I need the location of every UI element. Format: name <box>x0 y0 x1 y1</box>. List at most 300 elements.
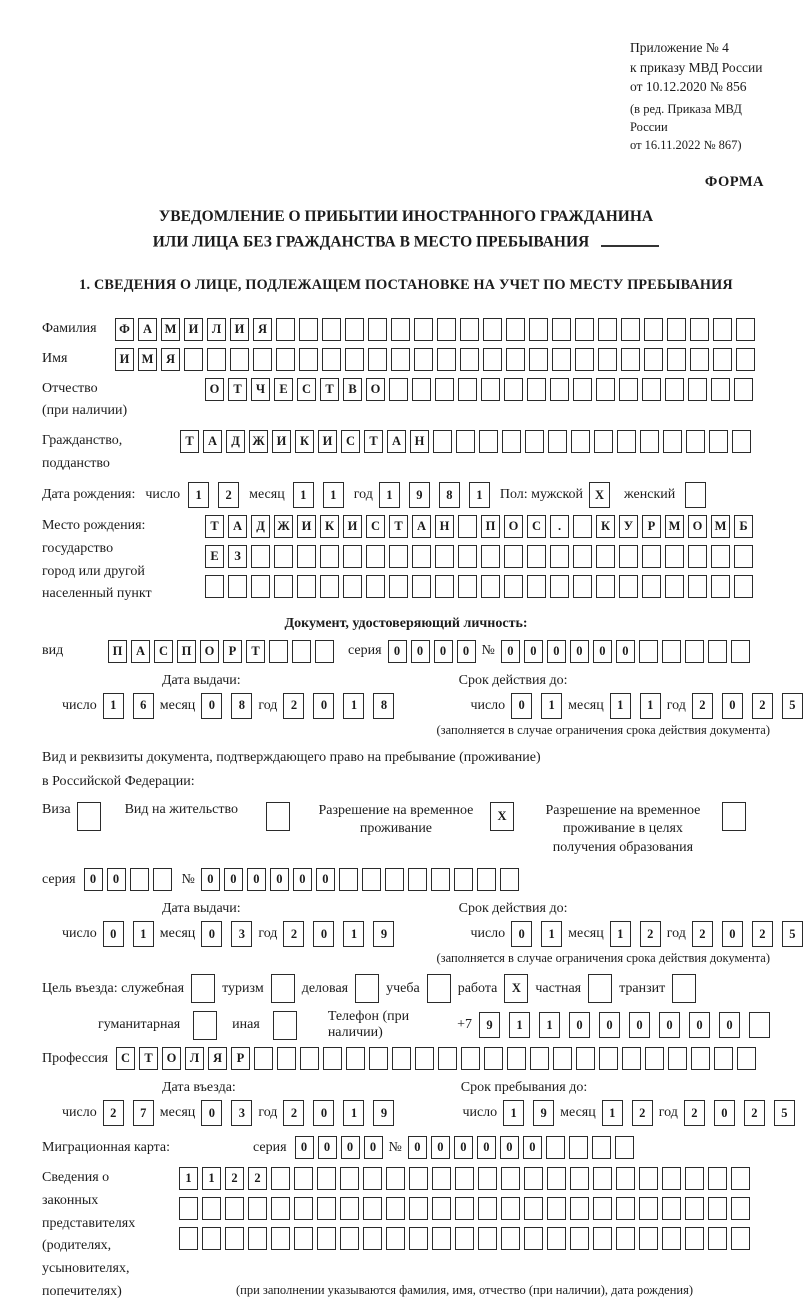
form-cell[interactable] <box>734 545 753 568</box>
form-cell[interactable] <box>527 545 546 568</box>
form-cell[interactable] <box>546 1136 565 1159</box>
form-cell[interactable]: 5 <box>774 1100 795 1126</box>
form-cell[interactable]: Б <box>734 515 753 538</box>
form-cell[interactable]: 9 <box>479 1012 500 1038</box>
form-cell[interactable] <box>667 318 686 341</box>
form-cell[interactable] <box>691 1047 710 1070</box>
form-cell[interactable]: Т <box>364 430 383 453</box>
form-cell[interactable] <box>340 1167 359 1190</box>
form-cell[interactable] <box>596 575 615 598</box>
form-cell[interactable]: И <box>184 318 203 341</box>
form-cell[interactable]: 0 <box>201 868 220 891</box>
form-cell[interactable] <box>340 1197 359 1220</box>
form-cell[interactable]: Т <box>228 378 247 401</box>
form-cell[interactable] <box>386 1197 405 1220</box>
form-cell[interactable]: 8 <box>373 693 394 719</box>
form-cell[interactable] <box>432 1227 451 1250</box>
form-cell[interactable] <box>366 575 385 598</box>
form-cell[interactable]: 0 <box>313 1100 334 1126</box>
form-cell[interactable] <box>688 378 707 401</box>
form-cell[interactable]: 0 <box>341 1136 360 1159</box>
form-cell[interactable] <box>484 1047 503 1070</box>
form-cell[interactable] <box>392 1047 411 1070</box>
form-cell[interactable] <box>507 1047 526 1070</box>
form-cell[interactable] <box>645 1047 664 1070</box>
form-cell[interactable] <box>662 1227 681 1250</box>
form-cell[interactable]: О <box>366 378 385 401</box>
form-cell[interactable]: 2 <box>744 1100 765 1126</box>
form-cell[interactable]: 6 <box>133 693 154 719</box>
form-cell[interactable]: 0 <box>500 1136 519 1159</box>
form-cell[interactable]: М <box>711 515 730 538</box>
form-cell[interactable]: Т <box>139 1047 158 1070</box>
form-cell[interactable] <box>455 1197 474 1220</box>
form-cell[interactable] <box>731 640 750 663</box>
form-cell[interactable] <box>363 1197 382 1220</box>
form-cell[interactable]: 1 <box>343 693 364 719</box>
form-cell[interactable] <box>569 1136 588 1159</box>
form-cell[interactable] <box>731 1167 750 1190</box>
form-cell[interactable]: 8 <box>231 693 252 719</box>
form-cell[interactable]: П <box>108 640 127 663</box>
form-cell[interactable] <box>501 1227 520 1250</box>
form-cell[interactable] <box>458 378 477 401</box>
form-cell[interactable]: В <box>343 378 362 401</box>
form-cell[interactable] <box>616 1197 635 1220</box>
form-cell[interactable] <box>461 1047 480 1070</box>
form-cell[interactable]: Ф <box>115 318 134 341</box>
form-cell[interactable] <box>644 348 663 371</box>
form-cell[interactable] <box>639 1167 658 1190</box>
form-cell[interactable] <box>553 1047 572 1070</box>
form-cell[interactable] <box>481 575 500 598</box>
form-cell[interactable] <box>619 378 638 401</box>
form-cell[interactable]: О <box>688 515 707 538</box>
form-cell[interactable] <box>458 575 477 598</box>
form-cell[interactable] <box>427 974 451 1003</box>
form-cell[interactable]: 0 <box>477 1136 496 1159</box>
form-cell[interactable]: 0 <box>629 1012 650 1038</box>
form-cell[interactable] <box>662 1167 681 1190</box>
form-cell[interactable] <box>455 1167 474 1190</box>
form-cell[interactable] <box>616 1167 635 1190</box>
form-cell[interactable]: М <box>138 348 157 371</box>
form-cell[interactable] <box>414 318 433 341</box>
form-cell[interactable]: 0 <box>722 693 743 719</box>
form-cell[interactable]: 1 <box>541 921 562 947</box>
form-cell[interactable] <box>596 378 615 401</box>
form-cell[interactable] <box>734 378 753 401</box>
form-cell[interactable]: 0 <box>316 868 335 891</box>
form-cell[interactable] <box>276 318 295 341</box>
form-cell[interactable] <box>690 318 709 341</box>
form-cell[interactable] <box>271 1167 290 1190</box>
form-cell[interactable] <box>414 348 433 371</box>
form-cell[interactable] <box>346 1047 365 1070</box>
form-cell[interactable] <box>593 1167 612 1190</box>
form-cell[interactable] <box>547 1167 566 1190</box>
form-cell[interactable] <box>547 1227 566 1250</box>
form-cell[interactable] <box>571 430 590 453</box>
form-cell[interactable] <box>202 1227 221 1250</box>
form-cell[interactable]: У <box>619 515 638 538</box>
form-cell[interactable] <box>713 348 732 371</box>
form-cell[interactable]: 0 <box>659 1012 680 1038</box>
form-cell[interactable]: Д <box>251 515 270 538</box>
form-cell[interactable] <box>548 430 567 453</box>
form-cell[interactable]: 9 <box>533 1100 554 1126</box>
form-cell[interactable] <box>460 348 479 371</box>
form-cell[interactable]: 0 <box>689 1012 710 1038</box>
form-cell[interactable]: 0 <box>295 1136 314 1159</box>
form-cell[interactable]: 1 <box>202 1167 221 1190</box>
form-cell[interactable]: 1 <box>343 1100 364 1126</box>
form-cell[interactable] <box>481 545 500 568</box>
form-cell[interactable]: Р <box>223 640 242 663</box>
form-cell[interactable]: 0 <box>201 693 222 719</box>
form-cell[interactable] <box>345 348 364 371</box>
form-cell[interactable]: 1 <box>610 921 631 947</box>
form-cell[interactable]: 0 <box>616 640 635 663</box>
form-cell[interactable] <box>391 318 410 341</box>
form-cell[interactable]: 0 <box>454 1136 473 1159</box>
form-cell[interactable] <box>228 575 247 598</box>
form-cell[interactable] <box>184 348 203 371</box>
form-cell[interactable] <box>191 974 215 1003</box>
form-cell[interactable]: А <box>412 515 431 538</box>
form-cell[interactable] <box>672 974 696 1003</box>
form-cell[interactable] <box>202 1197 221 1220</box>
form-cell[interactable] <box>355 974 379 1003</box>
form-cell[interactable] <box>340 1227 359 1250</box>
form-cell[interactable] <box>573 575 592 598</box>
form-cell[interactable] <box>477 868 496 891</box>
form-cell[interactable]: К <box>295 430 314 453</box>
form-cell[interactable]: К <box>320 515 339 538</box>
form-cell[interactable] <box>642 378 661 401</box>
form-cell[interactable] <box>665 545 684 568</box>
form-cell[interactable] <box>524 1197 543 1220</box>
form-cell[interactable] <box>274 545 293 568</box>
form-cell[interactable]: С <box>527 515 546 538</box>
form-cell[interactable] <box>415 1047 434 1070</box>
form-cell[interactable]: 0 <box>714 1100 735 1126</box>
form-cell[interactable] <box>709 430 728 453</box>
form-cell[interactable] <box>530 1047 549 1070</box>
form-cell[interactable]: Л <box>185 1047 204 1070</box>
form-cell[interactable] <box>615 1136 634 1159</box>
form-cell[interactable] <box>362 868 381 891</box>
form-cell[interactable] <box>386 1227 405 1250</box>
form-cell[interactable] <box>455 1227 474 1250</box>
form-cell[interactable]: Ч <box>251 378 270 401</box>
form-cell[interactable] <box>317 1197 336 1220</box>
form-cell[interactable]: 9 <box>409 482 430 508</box>
form-cell[interactable] <box>412 378 431 401</box>
form-cell[interactable]: X <box>589 482 610 508</box>
form-cell[interactable] <box>711 545 730 568</box>
form-cell[interactable] <box>550 378 569 401</box>
form-cell[interactable] <box>320 545 339 568</box>
form-cell[interactable]: А <box>387 430 406 453</box>
form-cell[interactable]: 0 <box>457 640 476 663</box>
form-cell[interactable]: 1 <box>179 1167 198 1190</box>
form-cell[interactable] <box>320 575 339 598</box>
form-cell[interactable]: Т <box>389 515 408 538</box>
form-cell[interactable] <box>153 868 172 891</box>
form-cell[interactable] <box>130 868 149 891</box>
form-cell[interactable] <box>368 318 387 341</box>
form-cell[interactable] <box>481 378 500 401</box>
form-cell[interactable] <box>573 545 592 568</box>
form-cell[interactable] <box>389 545 408 568</box>
form-cell[interactable] <box>389 378 408 401</box>
form-cell[interactable]: 0 <box>107 868 126 891</box>
form-cell[interactable] <box>193 1011 217 1040</box>
form-cell[interactable]: 1 <box>503 1100 524 1126</box>
form-cell[interactable] <box>77 802 101 831</box>
form-cell[interactable] <box>230 348 249 371</box>
form-cell[interactable]: П <box>177 640 196 663</box>
form-cell[interactable] <box>639 1227 658 1250</box>
form-cell[interactable] <box>617 430 636 453</box>
form-cell[interactable] <box>297 575 316 598</box>
form-cell[interactable]: И <box>115 348 134 371</box>
form-cell[interactable] <box>708 640 727 663</box>
form-cell[interactable] <box>690 348 709 371</box>
form-cell[interactable] <box>294 1227 313 1250</box>
form-cell[interactable] <box>529 348 548 371</box>
form-cell[interactable]: Т <box>205 515 224 538</box>
form-cell[interactable]: 0 <box>434 640 453 663</box>
form-cell[interactable] <box>616 1227 635 1250</box>
form-cell[interactable] <box>254 1047 273 1070</box>
form-cell[interactable] <box>708 1197 727 1220</box>
form-cell[interactable] <box>722 802 746 831</box>
form-cell[interactable] <box>478 1197 497 1220</box>
form-cell[interactable]: 0 <box>313 693 334 719</box>
form-cell[interactable] <box>570 1197 589 1220</box>
form-cell[interactable] <box>435 545 454 568</box>
form-cell[interactable] <box>205 575 224 598</box>
form-cell[interactable] <box>179 1227 198 1250</box>
form-cell[interactable]: С <box>366 515 385 538</box>
form-cell[interactable] <box>271 1227 290 1250</box>
form-cell[interactable] <box>642 575 661 598</box>
form-cell[interactable]: 0 <box>569 1012 590 1038</box>
form-cell[interactable] <box>550 545 569 568</box>
form-cell[interactable]: О <box>162 1047 181 1070</box>
form-cell[interactable] <box>575 348 594 371</box>
form-cell[interactable] <box>294 1197 313 1220</box>
form-cell[interactable] <box>343 575 362 598</box>
form-cell[interactable] <box>570 1167 589 1190</box>
form-cell[interactable] <box>322 348 341 371</box>
form-cell[interactable] <box>276 348 295 371</box>
form-cell[interactable]: 0 <box>719 1012 740 1038</box>
form-cell[interactable]: 2 <box>632 1100 653 1126</box>
form-cell[interactable]: 2 <box>752 693 773 719</box>
form-cell[interactable] <box>438 1047 457 1070</box>
form-cell[interactable] <box>665 575 684 598</box>
form-cell[interactable] <box>504 575 523 598</box>
form-cell[interactable] <box>598 318 617 341</box>
form-cell[interactable]: А <box>228 515 247 538</box>
form-cell[interactable] <box>225 1227 244 1250</box>
form-cell[interactable] <box>323 1047 342 1070</box>
form-cell[interactable] <box>552 318 571 341</box>
form-cell[interactable]: О <box>504 515 523 538</box>
form-cell[interactable] <box>711 575 730 598</box>
form-cell[interactable]: П <box>481 515 500 538</box>
form-cell[interactable]: 0 <box>570 640 589 663</box>
form-cell[interactable]: 2 <box>684 1100 705 1126</box>
form-cell[interactable]: И <box>343 515 362 538</box>
form-cell[interactable] <box>363 1167 382 1190</box>
form-cell[interactable] <box>368 348 387 371</box>
form-cell[interactable] <box>294 1167 313 1190</box>
form-cell[interactable] <box>271 1197 290 1220</box>
form-cell[interactable]: . <box>550 515 569 538</box>
form-cell[interactable] <box>713 318 732 341</box>
form-cell[interactable] <box>412 545 431 568</box>
form-cell[interactable] <box>621 318 640 341</box>
form-cell[interactable] <box>527 575 546 598</box>
form-cell[interactable] <box>269 640 288 663</box>
form-cell[interactable] <box>663 430 682 453</box>
form-cell[interactable] <box>588 974 612 1003</box>
form-cell[interactable]: 1 <box>343 921 364 947</box>
form-cell[interactable]: 0 <box>388 640 407 663</box>
form-cell[interactable] <box>667 348 686 371</box>
form-cell[interactable] <box>576 1047 595 1070</box>
form-cell[interactable] <box>525 430 544 453</box>
form-cell[interactable]: 1 <box>509 1012 530 1038</box>
form-cell[interactable] <box>412 575 431 598</box>
form-cell[interactable] <box>317 1227 336 1250</box>
form-cell[interactable]: 2 <box>248 1167 267 1190</box>
form-cell[interactable] <box>731 1197 750 1220</box>
form-cell[interactable] <box>277 1047 296 1070</box>
form-cell[interactable] <box>179 1197 198 1220</box>
form-cell[interactable]: Т <box>320 378 339 401</box>
form-cell[interactable]: 1 <box>469 482 490 508</box>
form-cell[interactable] <box>478 1227 497 1250</box>
form-cell[interactable] <box>685 640 704 663</box>
form-cell[interactable]: 0 <box>722 921 743 947</box>
form-cell[interactable]: Т <box>246 640 265 663</box>
form-cell[interactable]: А <box>138 318 157 341</box>
form-cell[interactable] <box>500 868 519 891</box>
form-cell[interactable]: Е <box>205 545 224 568</box>
form-cell[interactable] <box>642 545 661 568</box>
form-cell[interactable]: О <box>200 640 219 663</box>
form-cell[interactable] <box>599 1047 618 1070</box>
form-cell[interactable]: 1 <box>602 1100 623 1126</box>
form-cell[interactable]: Л <box>207 318 226 341</box>
form-cell[interactable] <box>292 640 311 663</box>
form-cell[interactable]: Д <box>226 430 245 453</box>
form-cell[interactable]: 0 <box>511 921 532 947</box>
form-cell[interactable]: 0 <box>523 1136 542 1159</box>
form-cell[interactable]: X <box>504 974 528 1003</box>
form-cell[interactable] <box>598 348 617 371</box>
form-cell[interactable]: 1 <box>103 693 124 719</box>
form-cell[interactable] <box>570 1227 589 1250</box>
form-cell[interactable] <box>749 1012 770 1038</box>
form-cell[interactable] <box>665 378 684 401</box>
form-cell[interactable] <box>622 1047 641 1070</box>
form-cell[interactable]: 1 <box>188 482 209 508</box>
form-cell[interactable] <box>299 348 318 371</box>
form-cell[interactable] <box>501 1167 520 1190</box>
form-cell[interactable] <box>524 1227 543 1250</box>
form-cell[interactable] <box>685 482 706 508</box>
form-cell[interactable] <box>431 868 450 891</box>
form-cell[interactable] <box>437 318 456 341</box>
form-cell[interactable] <box>662 640 681 663</box>
form-cell[interactable]: 3 <box>231 921 252 947</box>
form-cell[interactable]: 1 <box>610 693 631 719</box>
form-cell[interactable]: М <box>665 515 684 538</box>
form-cell[interactable] <box>686 430 705 453</box>
form-cell[interactable]: Н <box>435 515 454 538</box>
form-cell[interactable] <box>432 1167 451 1190</box>
form-cell[interactable] <box>315 640 334 663</box>
form-cell[interactable] <box>391 348 410 371</box>
form-cell[interactable]: К <box>596 515 615 538</box>
form-cell[interactable] <box>550 575 569 598</box>
form-cell[interactable]: 1 <box>541 693 562 719</box>
form-cell[interactable]: И <box>318 430 337 453</box>
form-cell[interactable] <box>409 1227 428 1250</box>
form-cell[interactable] <box>409 1197 428 1220</box>
form-cell[interactable]: 0 <box>431 1136 450 1159</box>
form-cell[interactable] <box>732 430 751 453</box>
form-cell[interactable]: Я <box>208 1047 227 1070</box>
form-cell[interactable]: Ж <box>274 515 293 538</box>
form-cell[interactable]: 2 <box>283 693 304 719</box>
form-cell[interactable] <box>456 430 475 453</box>
form-cell[interactable]: 7 <box>133 1100 154 1126</box>
form-cell[interactable] <box>322 318 341 341</box>
form-cell[interactable]: 0 <box>318 1136 337 1159</box>
form-cell[interactable]: 0 <box>201 1100 222 1126</box>
form-cell[interactable]: С <box>116 1047 135 1070</box>
form-cell[interactable]: Я <box>161 348 180 371</box>
form-cell[interactable] <box>248 1197 267 1220</box>
form-cell[interactable]: 0 <box>511 693 532 719</box>
form-cell[interactable]: С <box>341 430 360 453</box>
form-cell[interactable] <box>225 1197 244 1220</box>
form-cell[interactable] <box>711 378 730 401</box>
form-cell[interactable]: Т <box>180 430 199 453</box>
form-cell[interactable]: 2 <box>692 921 713 947</box>
form-cell[interactable]: 0 <box>593 640 612 663</box>
form-cell[interactable] <box>454 868 473 891</box>
form-cell[interactable] <box>644 318 663 341</box>
form-cell[interactable]: 0 <box>547 640 566 663</box>
form-cell[interactable]: 1 <box>379 482 400 508</box>
form-cell[interactable]: И <box>297 515 316 538</box>
form-cell[interactable] <box>737 1047 756 1070</box>
form-cell[interactable] <box>345 318 364 341</box>
form-cell[interactable]: 2 <box>692 693 713 719</box>
form-cell[interactable]: 1 <box>133 921 154 947</box>
form-cell[interactable] <box>524 1167 543 1190</box>
form-cell[interactable] <box>504 378 523 401</box>
form-cell[interactable]: 0 <box>103 921 124 947</box>
